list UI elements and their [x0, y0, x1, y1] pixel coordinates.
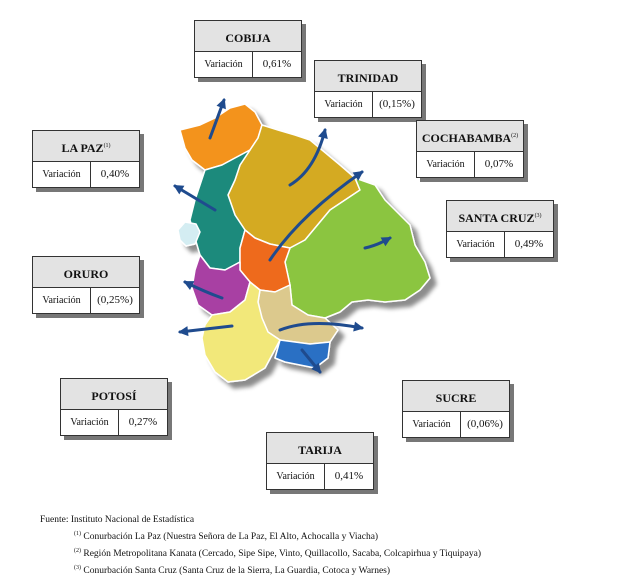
footer — [40, 513, 615, 578]
box-value: 0,41% — [334, 470, 364, 482]
footnote-2: $^{(2)}$ Región Metropolitana Kanata (Cercado, Sipe Sipe, Vinto, Quillacollo, Sacaba, Colcapirhua y Tiquipaya) — [74, 548, 482, 560]
box-santa-cruz — [446, 200, 554, 258]
box-label: Variación — [403, 412, 461, 437]
box-la-paz — [32, 130, 140, 188]
box-title: POTOSÍ — [61, 379, 167, 410]
box-value: (0,15%) — [379, 98, 415, 110]
box-label: Variación — [61, 410, 119, 435]
box-title: COBIJA — [195, 21, 301, 52]
box-sucre — [402, 380, 510, 438]
box-title: SANTA CRUZ$^{(3)}$ — [447, 201, 553, 232]
box-label: Variación — [33, 162, 91, 187]
box-value: 0,61% — [262, 58, 292, 70]
source-note: Fuente: Instituto Nacional de Estadística — [40, 515, 195, 525]
box-trinidad — [314, 60, 422, 118]
box-label: Variación — [195, 52, 253, 77]
box-cobija — [194, 20, 302, 78]
footnote-1: $^{(1)}$ Conurbación La Paz (Nuestra Señora de La Paz, El Alto, Achocalla y Viacha) — [74, 531, 379, 543]
box-value: 0,27% — [128, 416, 158, 428]
box-value: (0,06%) — [467, 418, 503, 430]
box-oruro — [32, 256, 140, 314]
box-label: Variación — [267, 464, 325, 489]
region-tarija — [275, 340, 330, 368]
box-cochabamba — [416, 120, 524, 178]
box-potosi — [60, 378, 168, 436]
box-label: Variación — [33, 288, 91, 313]
box-label: Variación — [447, 232, 505, 257]
box-label: Variación — [417, 152, 475, 177]
box-value: 0,49% — [514, 238, 544, 250]
box-title: LA PAZ$^{(1)}$ — [33, 131, 139, 162]
box-value: 0,07% — [484, 158, 514, 170]
box-value: 0,40% — [100, 168, 130, 180]
box-title: TRINIDAD — [315, 61, 421, 92]
box-title: TARIJA — [267, 433, 373, 464]
box-label: Variación — [315, 92, 373, 117]
box-title: COCHABAMBA$^{(2)}$ — [417, 121, 523, 152]
box-tarija — [266, 432, 374, 490]
box-value: (0,25%) — [97, 294, 133, 306]
footnote-3: $^{(3)}$ Conurbación Santa Cruz (Santa Cruz de la Sierra, La Guardia, Cotoca y Warnes) — [74, 565, 391, 577]
box-title: SUCRE — [403, 381, 509, 412]
box-title: ORURO — [33, 257, 139, 288]
